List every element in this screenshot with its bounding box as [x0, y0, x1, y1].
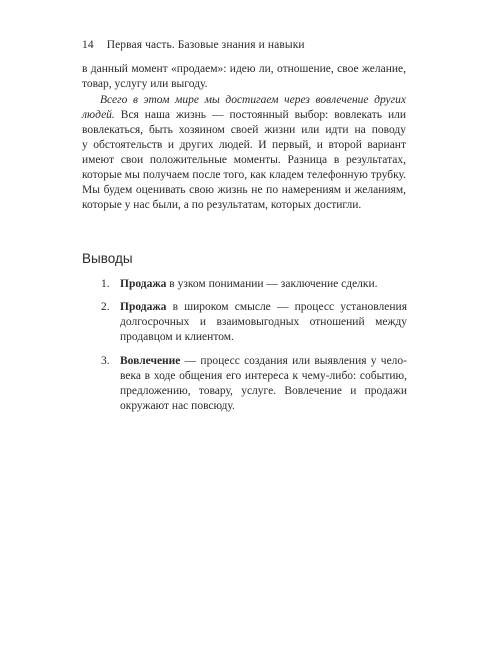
text-run: в широком смысле — процесс установления — [166, 301, 407, 313]
term: Вовлечение — [120, 355, 181, 367]
text-line: которые у нас были, а по результатам, которых достигли. — [82, 199, 362, 211]
italic-text: людей. — [82, 109, 115, 121]
text-line: имеют свои положительные моменты. Разница в результатах, — [82, 154, 406, 166]
text-line: которые мы получаем после того, как кладем телефонную трубку. — [82, 169, 406, 181]
text-line: товар, услугу или выгоду. — [82, 78, 208, 90]
page-number: 14 — [82, 39, 94, 51]
running-title: Первая часть. Базовые знания и навыки — [106, 39, 305, 51]
text-line — [82, 108, 406, 123]
section-title: Выводы — [82, 251, 133, 266]
text-line: в данный момент «продаем»: идею ли, отношение, свое желание, — [82, 63, 406, 75]
text-run: Вся наша жизнь — постоянный выбор: вовлекать или — [114, 109, 406, 121]
running-header — [82, 39, 305, 51]
text-line: долгосрочных и взаимовыгодных отношений между — [120, 316, 407, 328]
italic-text: Всего в этом мире мы достигаем через вовлечение других — [100, 94, 406, 106]
list-number: 1. — [101, 278, 110, 290]
list-number: 3. — [101, 355, 110, 367]
list-number: 2. — [101, 301, 110, 313]
text-line: вовлекаться, быть хозяином своей жизни или идти на поводу — [82, 124, 406, 136]
text-run: — процесс создания или выявления у чело- — [180, 355, 407, 367]
text-line: у обстоятельств и других людей. И первый, и второй вариант — [82, 139, 406, 151]
term: Продажа — [120, 301, 167, 313]
text-run: в узком понимании — заключение сделки. — [166, 278, 378, 290]
text-line — [101, 354, 407, 369]
term: Продажа — [120, 278, 167, 290]
text-line: продавцом и клиентом. — [120, 331, 234, 343]
text-line: Мы будем оценивать свою жизнь не по намерениям и желаниям, — [82, 184, 406, 196]
text-line — [101, 277, 407, 292]
text-line: предложению, товару, услуге. Вовлечение и продажи — [120, 385, 407, 397]
text-line: окружают нас повсюду. — [120, 400, 235, 412]
text-line — [82, 93, 406, 108]
text-line: века в ходе общения его интереса к чему-либо: событию, — [120, 370, 407, 382]
text-line — [101, 300, 407, 315]
